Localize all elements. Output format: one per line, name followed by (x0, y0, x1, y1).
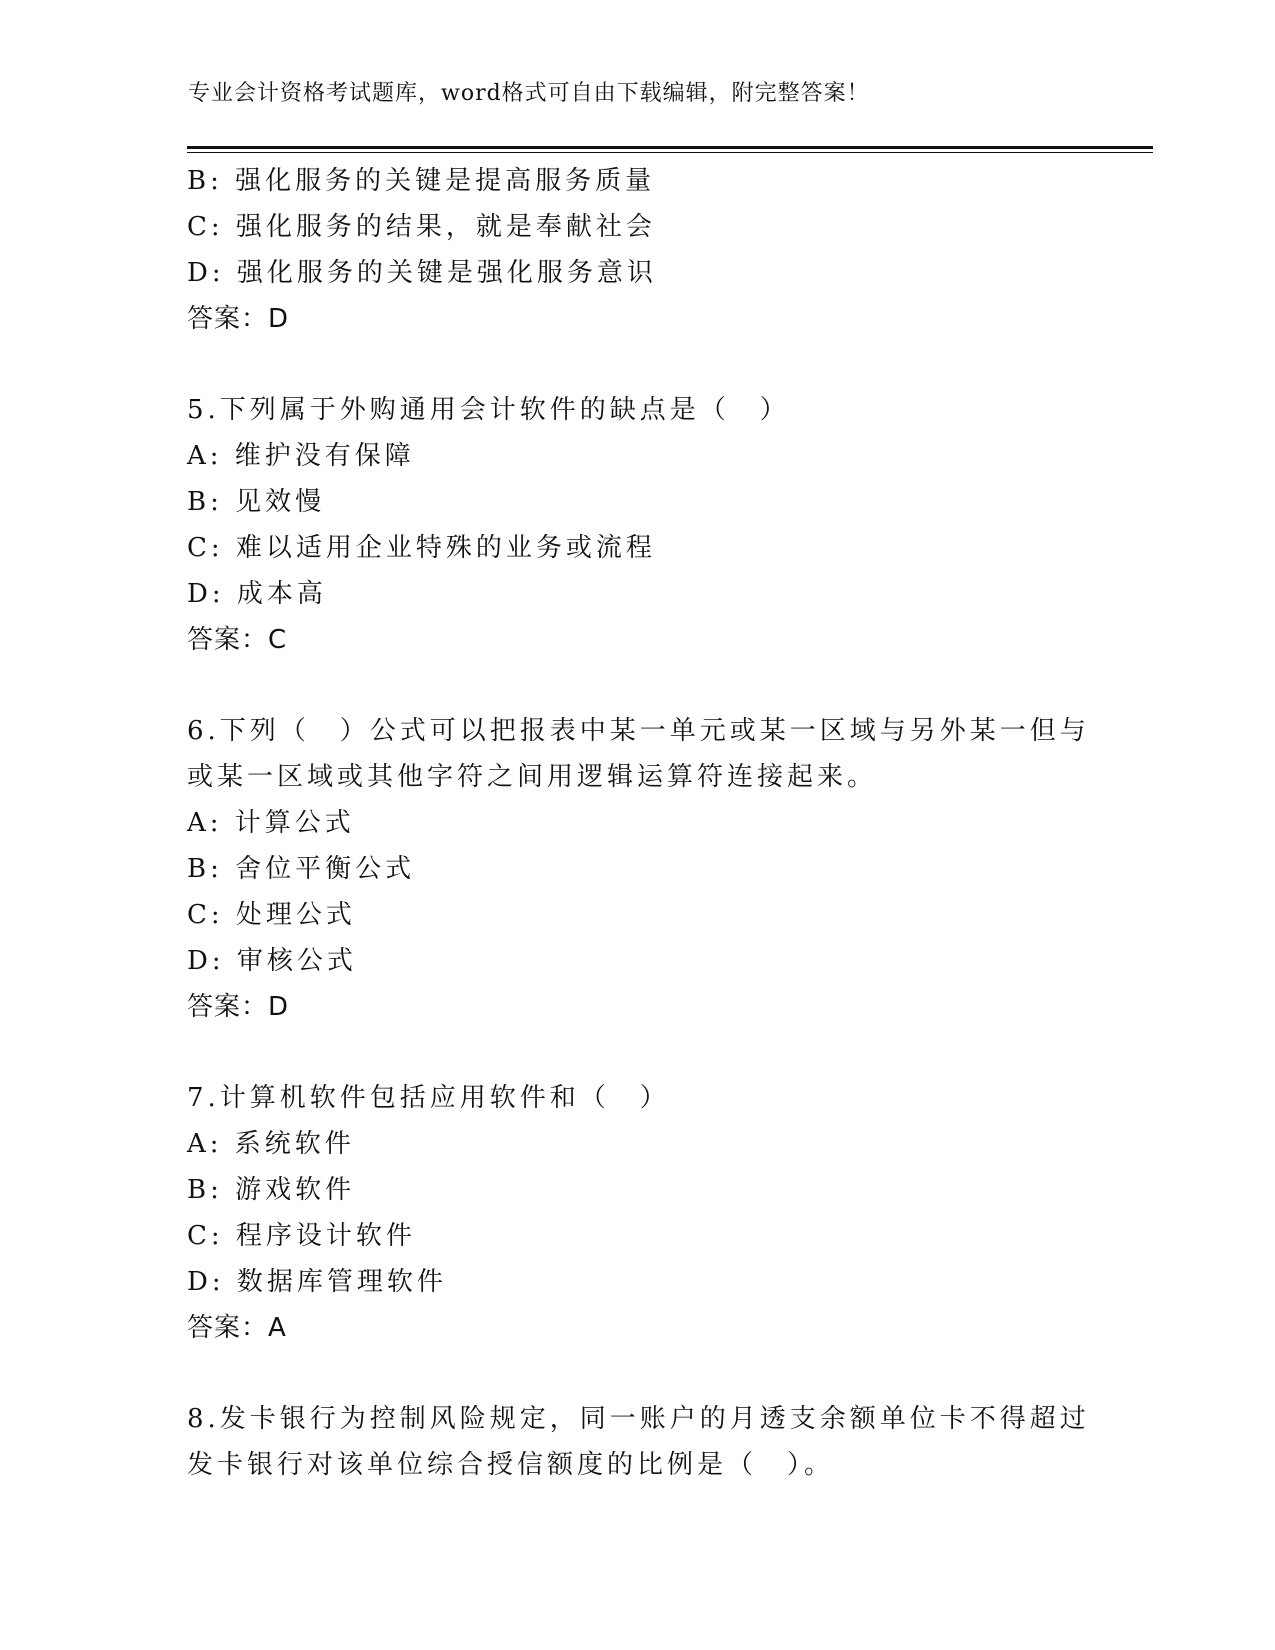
q6-option-c: C: 处理公式 (187, 900, 356, 930)
q5-option-b: B: 见效慢 (187, 487, 326, 517)
q8-stem-line-1: 8.发卡银行为控制风险规定，同一账户的月透支余额单位卡不得超过 (187, 1404, 1090, 1434)
question-4-block (187, 158, 1107, 342)
q7-option-c: C: 程序设计软件 (187, 1221, 416, 1251)
question-7-block (187, 1075, 1107, 1351)
q7-option-d: D: 数据库管理软件 (187, 1267, 447, 1297)
q6-option-a: A: 计算公式 (187, 808, 355, 838)
q6-stem-line-2: 或某一区域或其他字符之间用逻辑运算符连接起来。 (187, 762, 878, 792)
header-note: 专业会计资格考试题库，word格式可自由下载编辑，附完整答案！ (188, 81, 870, 106)
q7-option-a: A: 系统软件 (187, 1129, 355, 1159)
q6-option-d: D: 审核公式 (187, 946, 357, 976)
q5-option-a: A: 维护没有保障 (187, 441, 415, 471)
question-content (187, 158, 1107, 1488)
q5-option-d: D: 成本高 (187, 579, 327, 609)
q4-option-b: B: 强化服务的关键是提高服务质量 (187, 166, 656, 196)
spacer (187, 1030, 1107, 1075)
spacer (187, 1351, 1107, 1396)
question-8-block (187, 1396, 1107, 1488)
q6-option-b: B: 舍位平衡公式 (187, 854, 416, 884)
q7-answer: 答案：A (187, 1313, 287, 1343)
q8-stem-line-2: 发卡银行对该单位综合授信额度的比例是（ ）。 (187, 1450, 835, 1480)
spacer (187, 663, 1107, 708)
q5-answer: 答案：C (187, 625, 288, 655)
q4-option-d: D: 强化服务的关键是强化服务意识 (187, 258, 657, 288)
q7-option-b: B: 游戏软件 (187, 1175, 356, 1205)
q5-option-c: C: 难以适用企业特殊的业务或流程 (187, 533, 656, 563)
header-rule-thick (187, 146, 1153, 149)
q4-answer: 答案：D (187, 304, 290, 334)
header-rule-thin (187, 152, 1153, 153)
spacer (187, 342, 1107, 387)
question-5-block (187, 387, 1107, 663)
q6-stem-line-1: 6.下列（ ）公式可以把报表中某一单元或某一区域与另外某一但与 (187, 716, 1090, 746)
q4-option-c: C: 强化服务的结果，就是奉献社会 (187, 212, 656, 242)
q7-stem: 7.计算机软件包括应用软件和（ ） (187, 1083, 670, 1113)
q5-stem: 5.下列属于外购通用会计软件的缺点是（ ） (187, 395, 790, 425)
question-6-block (187, 708, 1107, 1030)
q6-answer: 答案：D (187, 992, 290, 1022)
